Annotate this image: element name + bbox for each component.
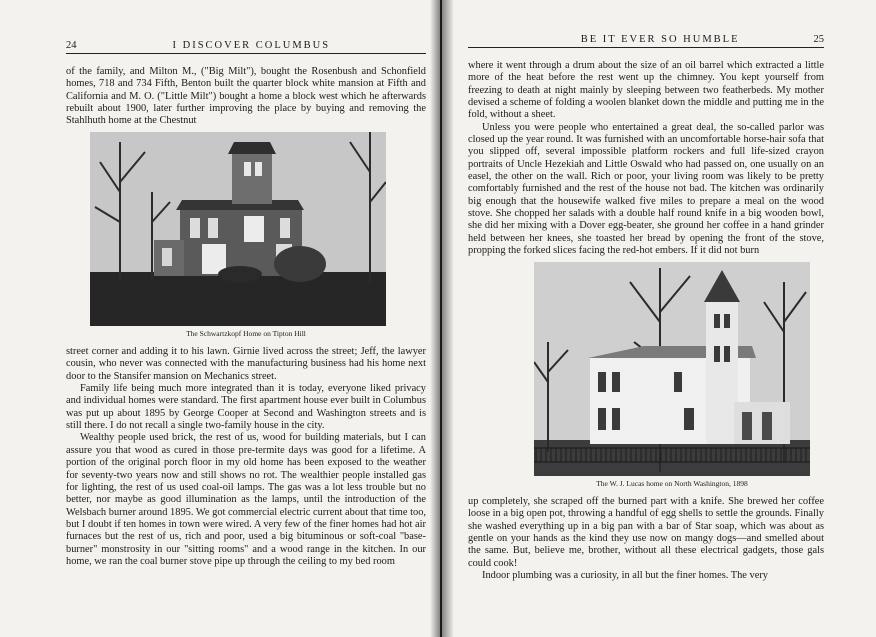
- gutter-shadow-right: [442, 0, 454, 637]
- left-page-body: [66, 66, 426, 568]
- right-page: [442, 0, 876, 637]
- left-paragraph-2: Family life being much more integrated than it is today, everyone liked privacy and individual homes were standard. The first apartment house ever built in Columbus was put up about 1895 by George Cooper at Second and Washington streets and is still there. I do not recall a single two-family house in the city.: [66, 383, 426, 432]
- left-paragraph-3: Wealthy people used brick, the rest of us, wood for building materials, but I can assure you that wood as cured in those pre-termite days was good for a lifetime. A portion of the original porch floor in my old home has been exposed to the weather for seventy-two years now and still shows no rot. The wealthier people installed gas for lighting, the rest of us used coal-oil lamps. The gas was a lot less trouble but no better, nor maybe as good illumination as the lamps, until the introduction of the Welsbach burner around 1895. We got commercial electric current about that time too, but I doubt if ten homes in town were wired. A very few of the finer homes had hot air furnaces but the rest of us, rich and poor, used a big bituminous or soft-coal "base-burner" monstrosity in our "sitting rooms" and a wood range in the kitchen. In our home, we ran the coal burner stove pipe up through the ceiling to my bed room: [66, 432, 426, 567]
- right-paragraph-top: where it went through a drum about the size of an oil barrel which extracted a little more of the heat before the rest went up the chimney. You kept yourself from freezing to death at night mainly by sleeping between two featherbeds. My mother devised a scheme of folding a woolen blanket down the middle and putting me in the fold, without a sheet.: [468, 60, 824, 121]
- right-paragraph-after-figure: up completely, she scraped off the burned part with a knife. She brewed her coffee loose in a big open pot, throwing a handful of egg shells to settle the grounds. Finally she washed everything up in a big pan with a bar of Star soap, which was about as gentle on your hands as the kind they use now on mangy dogs—and smelled about the same. But, believe me, brother, without all these electrical gadgets, those gals could cook!: [468, 495, 824, 569]
- house-photo-illustration: [90, 132, 386, 326]
- left-paragraph-top: of the family, and Milton M., ("Big Milt"), bought the Rosenbush and Schonfield homes, 718 and 734 Fifth, Benton built the quarter block white mansion at Fifth and California and M. O. ("Little Milt") bought a home a block west which he afterwards rebuilt about 1900, later further improving the place by buying and removing the Stahlhuth home at the Chestnut: [66, 66, 426, 127]
- right-page-body: [468, 60, 824, 582]
- right-page-header: [468, 34, 824, 48]
- figure-caption-right: The W. J. Lucas home on North Washington, 1898: [596, 478, 748, 488]
- left-paragraph-after-figure: street corner and adding it to his lawn. Girnie lived across the street; Jeff, the lawyer cousin, who never was connected with the manufacturing business had his home next door to the Stansifer mansion on Mechanics street.: [66, 346, 426, 382]
- right-paragraph-2: Unless you were people who entertained a great deal, the so-called parlor was closed up the year round. It was furnished with an uncomfortable horse-hair sofa that you slipped off, several impossible platform rockers and full life-sized crayon portraits of Uncle Hezekiah and Little Oswald who had passed on, one usually on an easel, the other on the wall. Rich or poor, your living room was likely to be pretty comfortably furnished and the rest of the house not bad. The kitchen was ordinarily big enough that the housewife walked five miles to prepare a meal on the wood stove. She chopped her salads with a double half round knife in a big wooden bowl, she did her mixing with a Dover egg-beater, she ground her coffee in a hand grinder held between her knees, she toasted her bread by opening the front of the stove, propping the forked slices facing the red-hot embers. If it did not burn: [468, 121, 824, 257]
- left-page-header: [66, 40, 426, 54]
- gutter-shadow-left: [430, 0, 440, 637]
- house-photo-illustration: [534, 262, 810, 476]
- right-page-number: 25: [813, 34, 824, 45]
- figure-lucas-home: [468, 262, 824, 490]
- left-running-head: I DISCOVER COLUMBUS: [172, 40, 331, 51]
- left-page-number: 24: [66, 40, 77, 51]
- figure-schwartzkopf-home: [66, 132, 426, 340]
- photo-victorian-house-tipton-hill: [90, 132, 386, 326]
- right-running-head: BE IT EVER SO HUMBLE: [580, 34, 740, 45]
- photo-lucas-home-north-washington: [534, 262, 810, 476]
- right-paragraph-last: Indoor plumbing was a curiosity, in all but the finer homes. The very: [482, 569, 768, 581]
- figure-caption-left: The Schwartzkopf Home on Tipton Hill: [186, 328, 306, 338]
